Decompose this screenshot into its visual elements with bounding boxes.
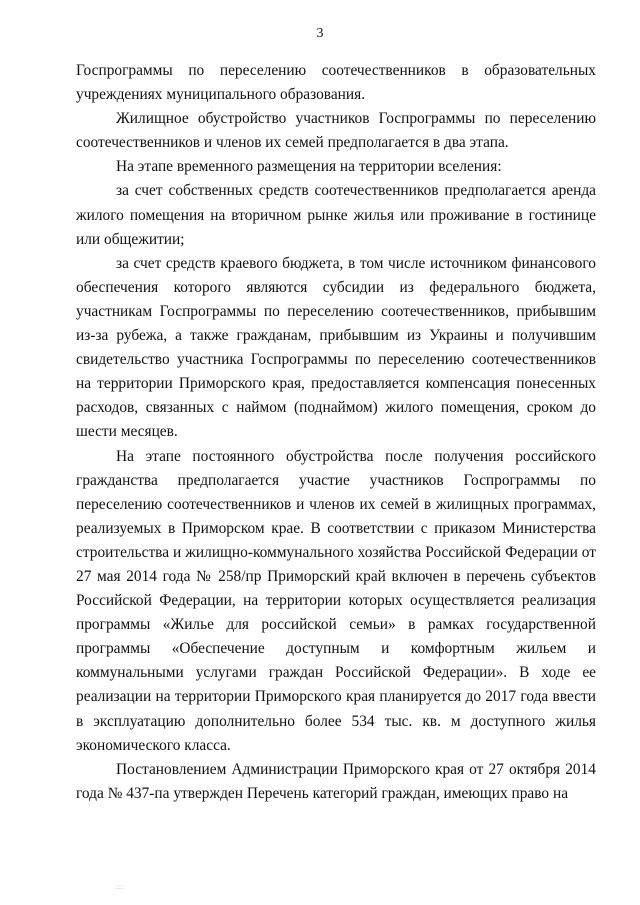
- paragraph-resolution: Постановлением Администрации Приморского края от 27 октября 2014 года № 437-па утвержден Перечень категорий граждан, имеющих право на: [76, 760, 596, 802]
- document-body: [76, 59, 596, 806]
- paragraph-housing-stages: Жилищное обустройство участников Госпрограммы по переселению соотечественников и членов их семей предполагается в два этапа.: [76, 110, 596, 152]
- paragraph-own-funds: за счет собственных средств соотечественников предполагается аренда жилого помещения на вторичном рынке жилья или проживание в гостинице или общежитии;: [76, 182, 596, 248]
- page-number: 3: [316, 26, 324, 41]
- paragraph-continuation: Госпрограммы по переселению соотечественников в образовательных учреждениях муниципального образования.: [76, 62, 596, 104]
- footer-mark: :::: [116, 883, 125, 891]
- paragraph-regional-budget: за счет средств краевого бюджета, в том числе источником финансового обеспечения которого являются субсидии из федерального бюджета, участникам Госпрограммы по переселению соотечественников, прибывшим из-за рубежа, а также гражданам, прибывшим из Украины и получившим свидетельство участника Госпрограммы по переселению соотечественников на территории Приморского края, предоставляется компенсация понесенных расходов, связанных с наймом (поднаймом) жилого помещения, сроком до шести месяцев.: [76, 254, 596, 441]
- paragraph-temporary-stage: На этапе временного размещения на территории вселения:: [116, 158, 502, 176]
- paragraph-permanent-stage: На этапе постоянного обустройства после получения российского гражданства предполагается участие участников Госпрограммы по переселению соотечественников и членов их семей в жилищных программах, реализуемых в Приморском крае. В соответствии с приказом Министерства строительства и жилищно-коммунального хозяйства Российской Федерации от 27 мая 2014 года № 258/пр Приморский край включен в перечень субъектов Российской Федерации, на территории которых осуществляется реализация программы «Жилье для российской семьи» в рамках государственной программы «Обеспечение доступным и комфортным жильем и коммунальными услугами граждан Российской Федерации». В ходе ее реализации на территории Приморского края планируется до 2017 года ввести в эксплуатацию дополнительно более 534 тыс. кв. м доступного жилья экономического класса.: [76, 447, 596, 754]
